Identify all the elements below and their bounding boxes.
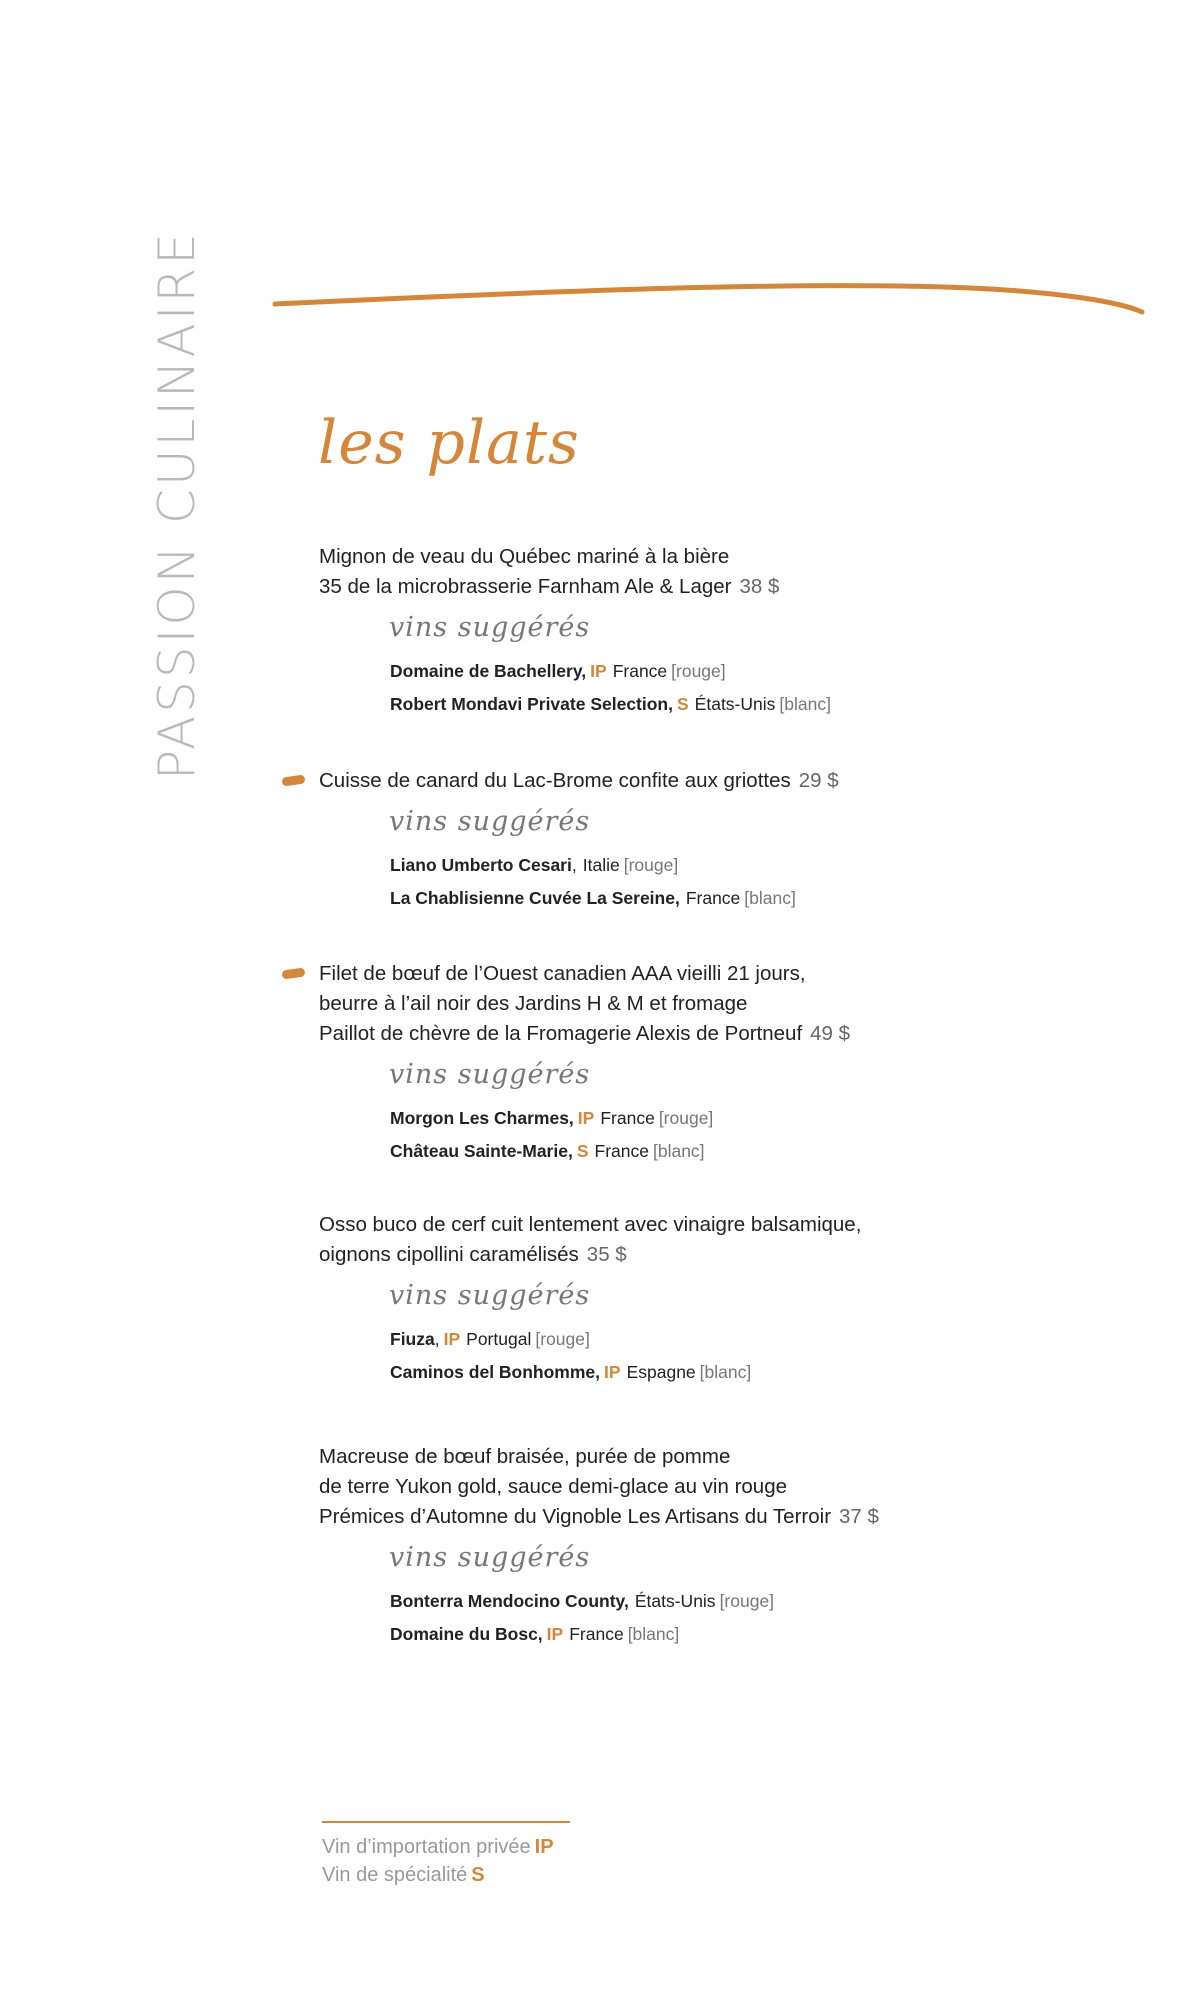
dish-item [319, 766, 1039, 915]
wine-item: Domaine de Bachellery, IP France [rouge] [390, 661, 726, 681]
decorative-swoosh [270, 272, 1150, 332]
dash-marker-icon [281, 774, 305, 786]
suggested-wines-heading: vins suggérés [389, 1542, 591, 1573]
legend [322, 1833, 554, 1889]
suggested-wines-heading: vins suggérés [389, 806, 591, 837]
legend-item: Vin d’importation privée IP [322, 1836, 554, 1858]
dish-description: Macreuse de bœuf braisée, purée de pomme de terre Yukon gold, sauce demi-glace au vin rouge Prémices d’Automne du Vignoble Les Artisans du Terroir 37 $ [319, 1445, 879, 1528]
suggested-wines-heading: vins suggérés [389, 612, 591, 643]
dish-item [319, 542, 1039, 721]
suggested-wines-heading: vins suggérés [389, 1280, 591, 1311]
wine-item: Liano Umberto Cesari, Italie [rouge] [390, 855, 679, 875]
legend-item: Vin de spécialité S [322, 1864, 485, 1886]
wine-item: Domaine du Bosc, IP France [blanc] [390, 1624, 680, 1644]
dash-marker-icon [281, 967, 305, 979]
wine-item: Château Sainte-Marie, S France [blanc] [390, 1141, 705, 1161]
dish-item [319, 1442, 1039, 1651]
dish-description: Mignon de veau du Québec mariné à la bière 35 de la microbrasserie Farnham Ale & Lager 38 $ [319, 545, 780, 598]
wine-item: La Chablisienne Cuvée La Sereine, France [blanc] [390, 888, 796, 908]
dish-price: 49 $ [810, 1022, 851, 1045]
dish-description: Osso buco de cerf cuit lentement avec vinaigre balsamique, oignons cipollini caramélisés 35 $ [319, 1213, 862, 1266]
dish-price: 29 $ [798, 769, 839, 792]
section-title: les plats [318, 408, 580, 478]
dish-price: 38 $ [739, 575, 780, 598]
wine-item: Robert Mondavi Private Selection, S États-Unis [blanc] [390, 694, 831, 714]
wine-item: Caminos del Bonhomme, IP Espagne [blanc] [390, 1362, 752, 1382]
side-title: PASSION CULINAIRE [148, 230, 206, 780]
dish-item [319, 1210, 1039, 1389]
wine-item: Fiuza, IP Portugal [rouge] [390, 1329, 590, 1349]
dish-description: Cuisse de canard du Lac-Brome confite aux griottes 29 $ [319, 769, 839, 792]
suggested-wines-heading: vins suggérés [389, 1059, 591, 1090]
dish-description: Filet de bœuf de l’Ouest canadien AAA vieilli 21 jours, beurre à l’ail noir des Jardins H & M et fromage Paillot de chèvre de la Fromagerie Alexis de Portneuf 49 $ [319, 962, 851, 1045]
dish-item [319, 959, 1039, 1168]
dish-price: 35 $ [586, 1243, 627, 1266]
dish-price: 37 $ [839, 1505, 879, 1528]
legend-divider [322, 1821, 570, 1823]
wine-item: Morgon Les Charmes, IP France [rouge] [390, 1108, 714, 1128]
wine-item: Bonterra Mendocino County, États-Unis [rouge] [390, 1591, 775, 1611]
